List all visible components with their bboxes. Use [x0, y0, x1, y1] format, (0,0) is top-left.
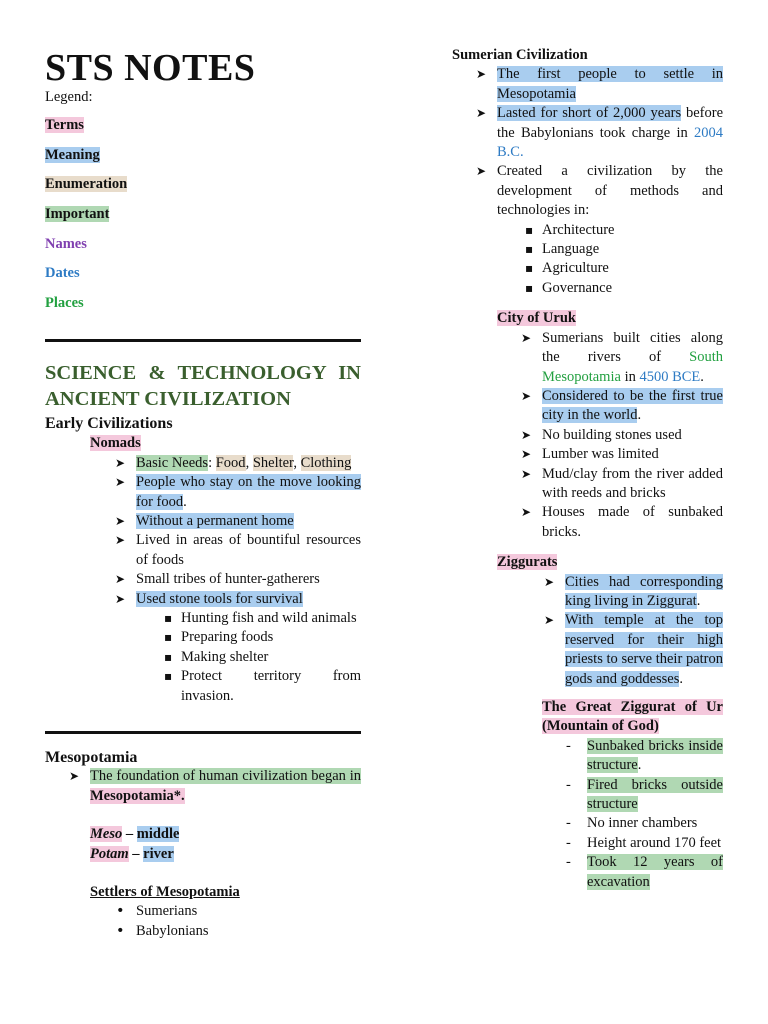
legend: [45, 116, 127, 324]
list-item: ➤ Lasted for short of 2,000 years before the Babylonians took charge in 2004 B.C.: [497, 104, 723, 162]
ziggurats-list: [565, 573, 723, 689]
potam-definition: Potam – river: [90, 845, 174, 862]
divider: [45, 731, 361, 734]
list-item: ▪ Governance: [542, 279, 724, 298]
tools-list: [181, 609, 361, 706]
nomads-heading: Nomads: [90, 435, 141, 452]
list-item: ➤ Lived in areas of bountiful resources of foods: [136, 531, 361, 570]
list-item: ➤ Cities had corresponding king living in Ziggurat.: [565, 573, 723, 612]
list-item: ➤ People who stay on the move looking for food.: [136, 473, 361, 512]
legend-places: Places: [45, 295, 84, 312]
legend-terms: Terms: [45, 117, 84, 133]
meso-definition: Meso – middle: [90, 826, 180, 843]
list-item: - No inner chambers: [587, 814, 723, 833]
list-item: ➤ Created a civilization by the development of methods and technologies in:: [497, 162, 723, 220]
sumerian-list: [497, 65, 723, 220]
mesopotamia-heading: Mesopotamia: [45, 749, 138, 766]
great-ziggurat-heading: The Great Ziggurat of Ur (Mountain of God): [542, 699, 723, 735]
list-item: ➤ Lumber was limited: [542, 445, 723, 464]
list-item: ➤ Houses made of sunbaked bricks.: [542, 503, 723, 542]
early-civilizations: [45, 414, 361, 706]
list-item: - Took 12 years of excavation: [587, 853, 723, 892]
great-ziggurat-list: [587, 737, 723, 892]
list-item: ▪ Agriculture: [542, 259, 724, 278]
list-item: ▪ Preparing foods: [181, 628, 361, 647]
divider: [45, 339, 361, 342]
list-item: ➤ Mud/clay from the river added with reeds and bricks: [542, 465, 723, 504]
list-item: ➤ Small tribes of hunter-gatherers: [136, 570, 361, 589]
list-item: ➤ Without a permanent home: [136, 512, 361, 531]
list-item: ▪ Architecture: [542, 221, 724, 240]
list-item: ➤ No building stones used: [542, 426, 723, 445]
list-item: ▪ Making shelter: [181, 648, 361, 667]
page-title: STS NOTES: [45, 47, 256, 89]
legend-names: Names: [45, 235, 87, 252]
early-civilizations-heading: Early Civilizations: [45, 415, 173, 432]
legend-enumeration: Enumeration: [45, 176, 128, 193]
list-item: ➤ The foundation of human civilization began in Mesopotamia*.: [90, 767, 361, 806]
settlers-list: [136, 902, 361, 941]
list-item: ▪ Language: [542, 240, 724, 259]
section-title: SCIENCE & TECHNOLOGY IN ANCIENT CIVILIZATION: [45, 362, 361, 410]
legend-label: Legend:: [45, 89, 93, 105]
uruk-list: [542, 329, 723, 542]
list-item: ▪ Protect territory from invasion.: [181, 667, 361, 706]
list-item: ▪ Hunting fish and wild animals: [181, 609, 361, 628]
list-item: - Fired bricks outside structure: [587, 776, 723, 815]
uruk-heading: City of Uruk: [497, 310, 576, 327]
list-item: ➤ Considered to be the first true city in the world.: [542, 387, 723, 426]
legend-meaning: Meaning: [45, 146, 100, 163]
settlers-heading: Settlers of Mesopotamia: [90, 884, 240, 901]
list-item: • Sumerians: [136, 902, 361, 921]
nomads-list: [136, 454, 361, 609]
list-item: ➤ The first people to settle in Mesopotamia: [497, 65, 723, 104]
list-item: ➤ Basic Needs: Food, Shelter, Clothing: [136, 454, 361, 473]
sumerian-heading: Sumerian Civilization: [452, 47, 588, 63]
list-item: ➤ Sumerians built cities along the rivers of South Mesopotamia in 4500 BCE.: [542, 329, 723, 387]
right-column: [452, 46, 724, 892]
list-item: - Sunbaked bricks inside structure.: [587, 737, 723, 776]
list-item: ➤ Used stone tools for survival: [136, 590, 361, 609]
list-item: - Height around 170 feet: [587, 834, 723, 853]
technologies-list: [542, 221, 724, 299]
legend-dates: Dates: [45, 265, 80, 282]
list-item: • Babylonians: [136, 922, 361, 941]
list-item: ➤ With temple at the top reserved for their high priests to serve their patron gods and goddesses.: [565, 611, 723, 689]
ziggurats-heading: Ziggurats: [497, 554, 558, 571]
mesopotamia-section: [45, 748, 361, 941]
legend-important: Important: [45, 206, 110, 223]
